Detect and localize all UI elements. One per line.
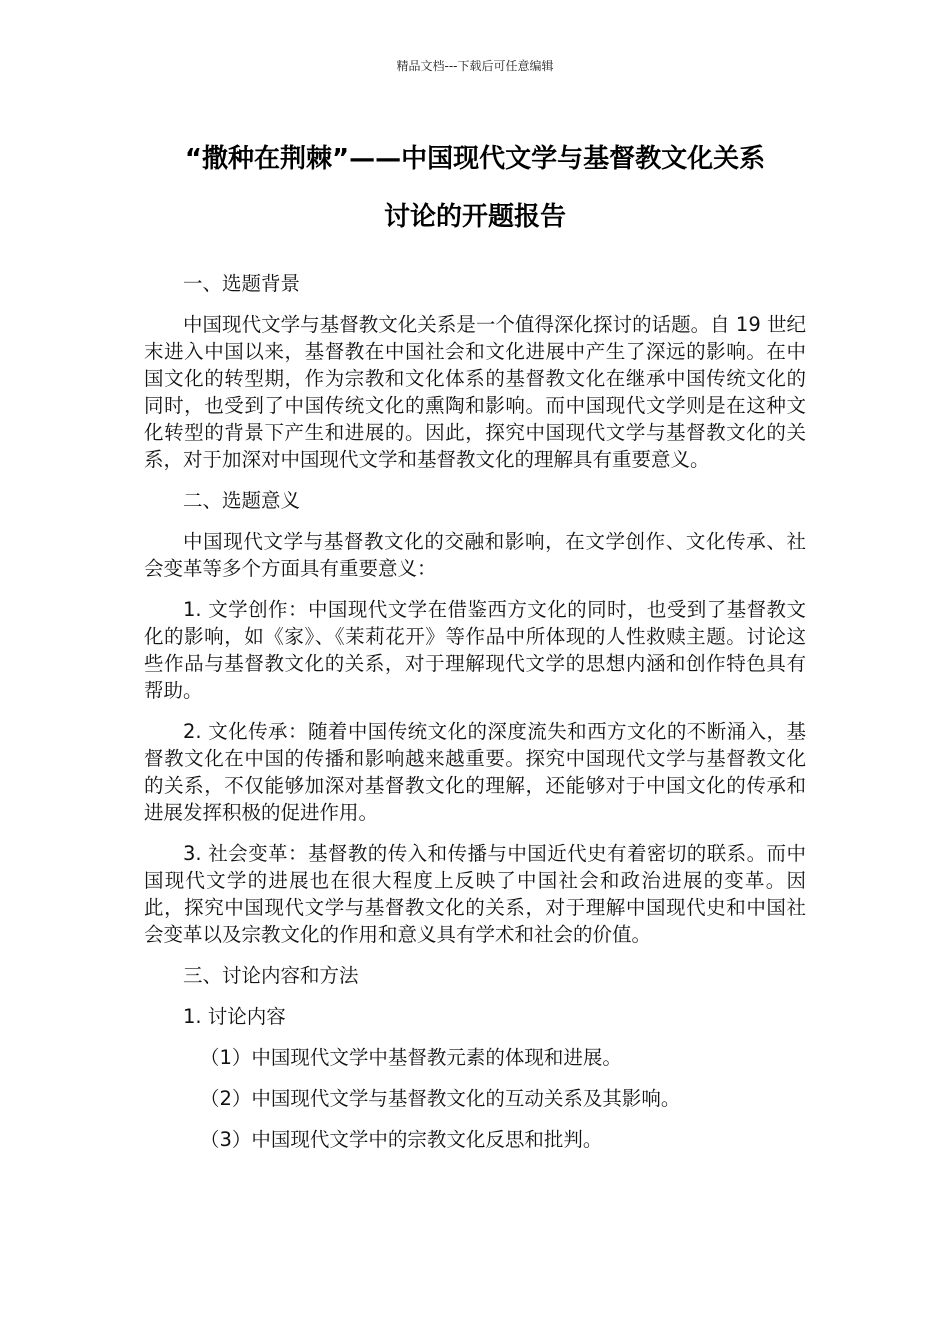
list-item-1: （1）中国现代文学中基督教元素的体现和进展。 xyxy=(200,1046,622,1069)
paragraph-significance-intro: 中国现代文学与基督教文化的交融和影响，在文学创作、文化传承、社会变革等多个方面具有重要意义： xyxy=(144,530,806,580)
title-line-1: “撒种在荆棘”——中国现代文学与基督教文化关系 xyxy=(184,144,766,174)
paragraph-background: 中国现代文学与基督教文化关系是一个值得深化探讨的话题。自 19 世纪末进入中国以来，基督教在中国社会和文化进展中产生了深远的影响。在中国文化的转型期，作为宗教和文化体系的基督教文化在继承中国传统文化的同时，也受到了中国传统文化的熏陶和影响。而中国现代文学则是在这种文化转型的背景下产生和进展的。因此，探究中国现代文学与基督教文化的关系，对于加深对中国现代文学和基督教文化的理解具有重要意义。 xyxy=(144,313,806,471)
section-heading-content-methods: 三、讨论内容和方法 xyxy=(183,964,359,987)
header-note: 精品文档---下载后可任意编辑 xyxy=(396,59,554,73)
paragraph-cultural-heritage: 2. 文化传承：随着中国传统文化的深度流失和西方文化的不断涌入，基督教文化在中国的传播和影响越来越重要。探究中国现代文学与基督教文化的关系，不仅能够加深对基督教文化的理解，还能够对于中国文化的传承和进展发挥积极的促进作用。 xyxy=(144,720,806,824)
paragraph-literary-creation: 1. 文学创作：中国现代文学在借鉴西方文化的同时，也受到了基督教文化的影响，如《家》、《茉莉花开》等作品中所体现的人性救赎主题。讨论这些作品与基督教文化的关系，对于理解现代文学的思想内涵和创作特色具有帮助。 xyxy=(144,598,806,702)
subheading-research-content: 1. 讨论内容 xyxy=(183,1005,286,1028)
paragraph-social-change: 3. 社会变革：基督教的传入和传播与中国近代史有着密切的联系。而中国现代文学的进展也在很大程度上反映了中国社会和政治进展的变革。因此，探究中国现代文学与基督教文化的关系，对于理解中国现代史和中国社会变革以及宗教文化的作用和意义具有学术和社会的价值。 xyxy=(144,842,806,946)
title-line-2: 讨论的开题报告 xyxy=(383,202,566,232)
list-item-3: （3）中国现代文学中的宗教文化反思和批判。 xyxy=(200,1128,603,1151)
section-heading-background: 一、选题背景 xyxy=(183,272,301,295)
section-heading-significance: 二、选题意义 xyxy=(183,489,301,512)
list-item-2: （2）中国现代文学与基督教文化的互动关系及其影响。 xyxy=(200,1087,681,1110)
document-body xyxy=(144,270,806,1167)
